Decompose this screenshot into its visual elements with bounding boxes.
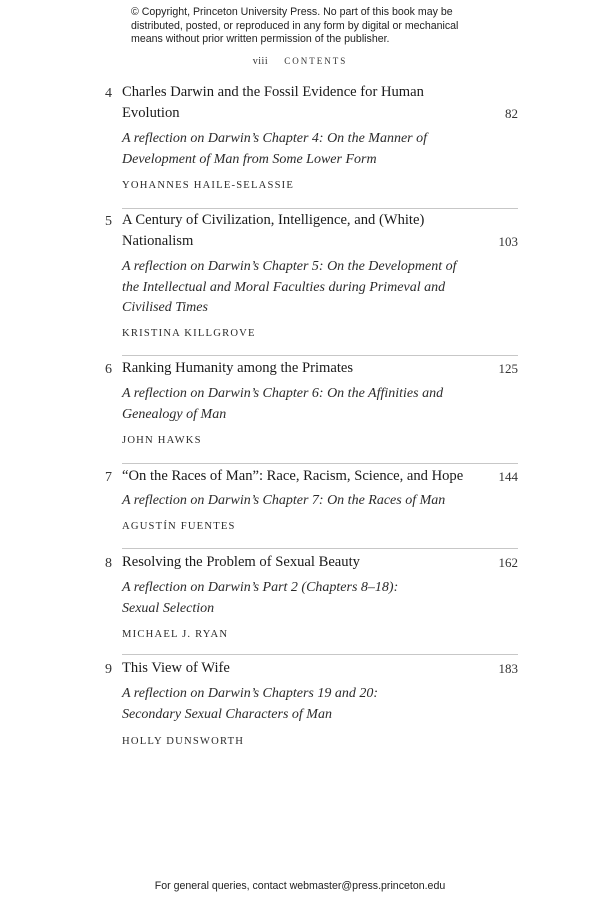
reflection-note: A reflection on Darwin’s Chapters 19 and 20: Secondary Sexual Characters of Man — [122, 686, 379, 722]
chapter-number: 5 — [105, 214, 112, 229]
author-name: JOHN HAWKS — [122, 435, 202, 446]
reflection-note: A reflection on Darwin’s Part 2 (Chapters 8–18): Sexual Selection — [122, 580, 399, 616]
reflection-note: A reflection on Darwin’s Chapter 5: On the Development of the Intellectual and Moral Faculties during Primeval and Civilised Times — [122, 259, 457, 315]
entry-divider — [122, 208, 518, 209]
reflection-note: A reflection on Darwin’s Chapter 4: On the Manner of Development of Man from Some Lower Form — [122, 131, 427, 167]
chapter-title[interactable]: “On the Races of Man”: Race, Racism, Science, and Hope — [122, 468, 464, 484]
author-name: AGUSTÍN FUENTES — [122, 521, 236, 532]
chapter-number: 7 — [105, 470, 112, 485]
entry-divider — [122, 355, 518, 356]
page-number[interactable]: 144 — [498, 469, 518, 484]
chapter-number: 6 — [105, 362, 112, 377]
footer-contact: For general queries, contact webmaster@press.princeton.edu — [154, 880, 446, 892]
author-name: KRISTINA KILLGROVE — [122, 328, 256, 339]
copyright-notice: © Copyright, Princeton University Press. No part of this book may be distributed, posted, or reproduced in any form by digital or mechanical means without prior written permission of the publisher. — [131, 6, 459, 45]
page-folio: viii — [252, 56, 269, 67]
reflection-note: A reflection on Darwin’s Chapter 6: On the Affinities and Genealogy of Man — [122, 386, 444, 422]
page-number[interactable]: 82 — [505, 106, 518, 121]
chapter-title[interactable]: Charles Darwin and the Fossil Evidence for Human Evolution — [122, 84, 424, 121]
chapter-title[interactable]: A Century of Civilization, Intelligence, and (White) Nationalism — [122, 212, 425, 249]
author-name: HOLLY DUNSWORTH — [122, 736, 245, 747]
chapter-number: 9 — [105, 662, 112, 677]
reflection-note: A reflection on Darwin’s Chapter 7: On the Races of Man — [122, 493, 446, 508]
author-name: YOHANNES HAILE-SELASSIE — [122, 180, 295, 191]
author-name: MICHAEL J. RYAN — [122, 629, 229, 640]
chapter-number: 8 — [105, 556, 112, 571]
page-number[interactable]: 162 — [498, 555, 518, 570]
chapter-title[interactable]: Ranking Humanity among the Primates — [122, 360, 354, 376]
chapter-title[interactable]: This View of Wife — [122, 660, 230, 676]
entry-divider — [122, 548, 518, 549]
entry-divider — [122, 654, 518, 655]
chapter-title[interactable]: Resolving the Problem of Sexual Beauty — [122, 554, 360, 570]
running-head — [0, 56, 600, 67]
page-number[interactable]: 103 — [498, 234, 518, 249]
running-head-label: CONTENTS — [284, 56, 348, 66]
chapter-number: 4 — [105, 86, 112, 101]
page-number[interactable]: 125 — [498, 361, 518, 376]
page-number[interactable]: 183 — [498, 661, 518, 676]
entry-divider — [122, 463, 518, 464]
